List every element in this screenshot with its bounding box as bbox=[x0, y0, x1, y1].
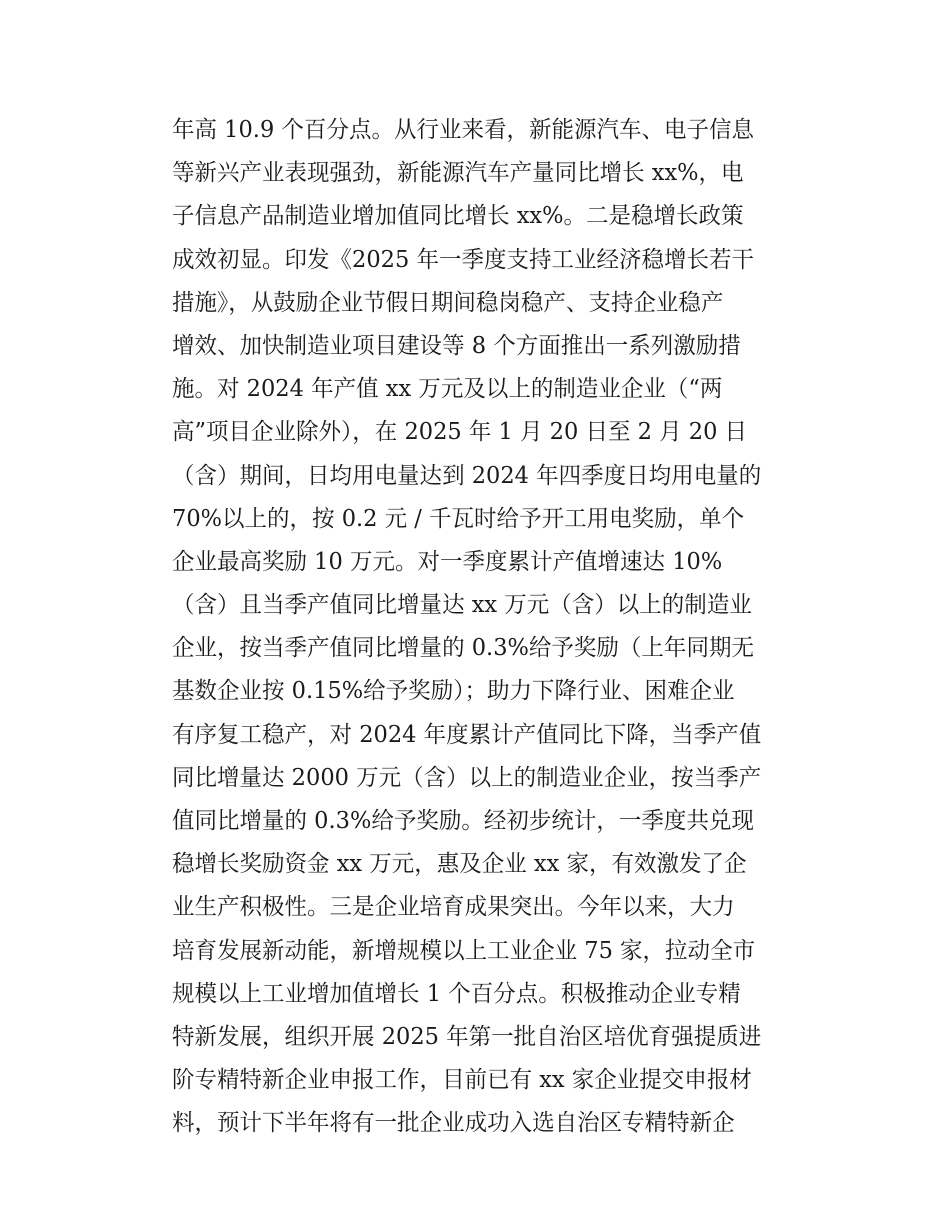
text-line: 施。对 2024 年产值 xx 万元及以上的制造业企业（“两 bbox=[172, 376, 723, 403]
text-line: （含）期间，日均用电量达到 2024 年四季度日均用电量的 bbox=[172, 462, 762, 489]
text-line: 成效初显。印发《2025 年一季度支持工业经济稳增长若干 bbox=[172, 246, 755, 273]
text-line: 业生产积极性。三是企业培育成果突出。今年以来，大力 bbox=[172, 894, 735, 921]
text-line: 等新兴产业表现强劲，新能源汽车产量同比增长 xx%，电 bbox=[172, 160, 744, 187]
text-line: 同比增量达 2000 万元（含）以上的制造业企业，按当季产 bbox=[172, 764, 762, 791]
text-line: 基数企业按 0.15%给予奖励）；助力下降行业、困难企业 bbox=[172, 678, 735, 705]
text-line: 特新发展，组织开展 2025 年第一批自治区培优育强提质进 bbox=[172, 1023, 762, 1050]
text-line: 子信息产品制造业增加值同比增长 xx%。二是稳增长政策 bbox=[172, 203, 744, 230]
text-line: 培育发展新动能，新增规模以上工业企业 75 家，拉动全市 bbox=[172, 937, 756, 964]
text-line: 有序复工稳产，对 2024 年度累计产值同比下降，当季产值 bbox=[172, 721, 762, 748]
text-line: 阶专精特新企业申报工作，目前已有 xx 家企业提交申报材 bbox=[172, 1067, 752, 1094]
text-line: 值同比增量的 0.3%给予奖励。经初步统计，一季度共兑现 bbox=[172, 808, 754, 834]
text-line: （含）且当季产值同比增量达 xx 万元（含）以上的制造业 bbox=[172, 592, 752, 619]
text-line: 料，预计下半年将有一批企业成功入选自治区专精特新企 bbox=[172, 1110, 735, 1137]
body-text bbox=[172, 109, 822, 1146]
text-line: 稳增长奖励资金 xx 万元，惠及企业 xx 家，有效激发了企 bbox=[172, 851, 747, 878]
text-line: 高”项目企业除外），在 2025 年 1 月 20 日至 2 月 20 日 bbox=[172, 419, 748, 446]
text-line: 规模以上工业增加值增长 1 个百分点。积极推动企业专精 bbox=[172, 980, 741, 1007]
text-line: 70%以上的，按 0.2 元 / 千瓦时给予开工用电奖励，单个 bbox=[172, 505, 745, 532]
text-line: 增效、加快制造业项目建设等 8 个方面推出一系列激励措 bbox=[172, 332, 741, 359]
text-line: 企业最高奖励 10 万元。对一季度累计产值增速达 10% bbox=[172, 548, 723, 575]
text-line: 年高 10.9 个百分点。从行业来看，新能源汽车、电子信息 bbox=[172, 117, 755, 143]
text-line: 措施》，从鼓励企业节假日期间稳岗稳产、支持企业稳产 bbox=[172, 289, 724, 316]
text-line: 企业，按当季产值同比增量的 0.3%给予奖励（上年同期无 bbox=[172, 635, 754, 662]
